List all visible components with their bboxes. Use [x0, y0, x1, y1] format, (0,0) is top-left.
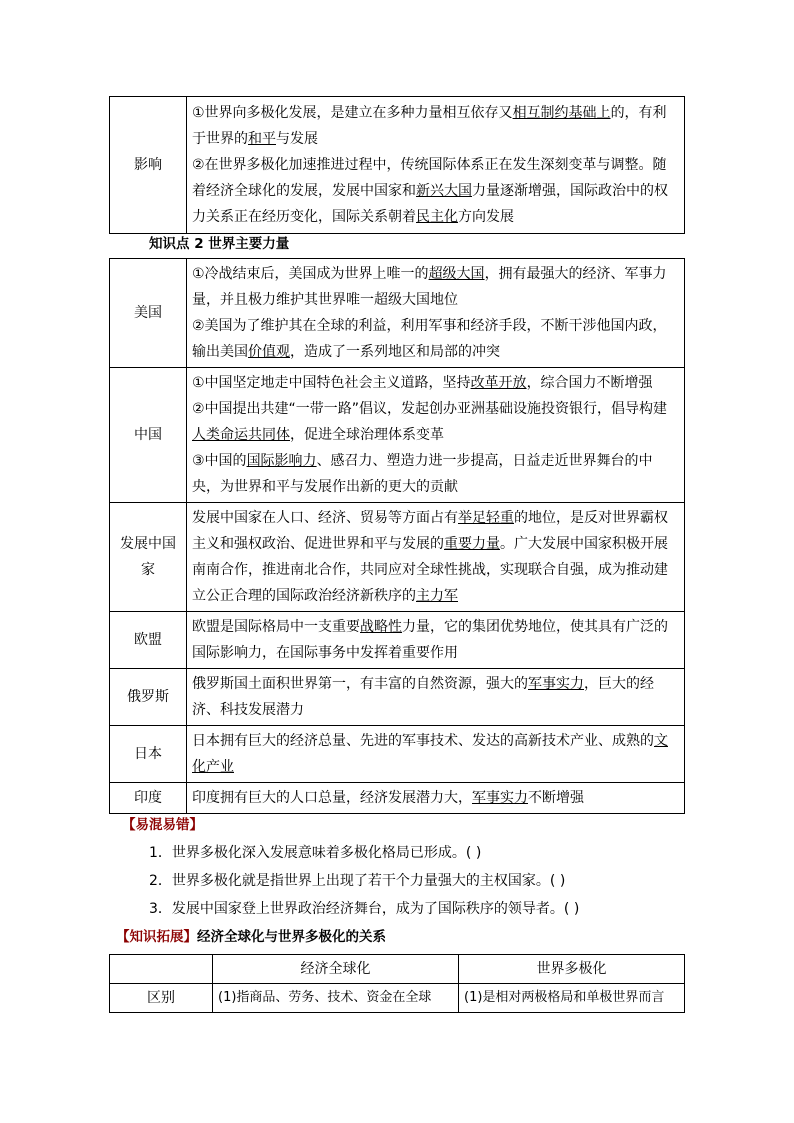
- row-label: 印度: [110, 783, 187, 814]
- table-row: [110, 259, 685, 368]
- key-term: 文化产业: [192, 733, 668, 775]
- row-content: 印度拥有巨大的人口总量，经济发展潜力大，军事实力不断增强: [187, 783, 685, 814]
- table-row: [110, 726, 685, 783]
- row-label: 俄罗斯: [110, 669, 187, 726]
- key-term: 和平: [248, 131, 276, 147]
- key-term: 人类命运共同体: [192, 427, 290, 443]
- key-term: 价值观: [248, 344, 290, 360]
- list-item: 2．世界多极化就是指世界上出现了若干个力量强大的主权国家。( ): [149, 873, 566, 889]
- comparison-table: [109, 954, 685, 1013]
- major-powers-table: [109, 258, 685, 814]
- extension-subtitle: 经济全球化与世界多极化的关系: [197, 929, 386, 945]
- table-row: [110, 783, 685, 814]
- table-row: [110, 612, 685, 669]
- table-row: [110, 955, 685, 984]
- section-heading: 知识点 2 世界主要力量: [149, 236, 290, 252]
- table-cell: (1)指商品、劳务、技术、资金在全球: [213, 984, 459, 1013]
- row-content: 日本拥有巨大的经济总量、先进的军事技术、发达的高新技术产业、成熟的文化产业: [187, 726, 685, 783]
- row-label: 中国: [110, 368, 187, 503]
- table-row: [110, 368, 685, 503]
- influence-table: [109, 96, 685, 234]
- key-term: 改革开放: [470, 375, 527, 391]
- row-content: 发展中国家在人口、经济、贸易等方面占有举足轻重的地位，是反对世界霸权主义和强权政治、促进世界和平与发展的重要力量。广大发展中国家积极开展南南合作，推进南北合作，共同应对全球性挑战，实现联合自强，成为推动建立公正合理的国际政治经济新秩序的主力军: [187, 503, 685, 612]
- list-item: 3．发展中国家登上世界政治经济舞台，成为了国际秩序的领导者。( ): [149, 901, 580, 917]
- list-item: 1．世界多极化深入发展意味着多极化格局已形成。( ): [149, 845, 482, 861]
- row-label: 欧盟: [110, 612, 187, 669]
- table-row: [110, 669, 685, 726]
- key-term: 军事实力: [528, 676, 584, 692]
- key-term: 军事实力: [472, 790, 528, 806]
- key-term: 新兴大国: [416, 183, 472, 199]
- table-cell: (1)是相对两极格局和单极世界而言: [459, 984, 685, 1013]
- key-term: 相互制约基础上: [512, 105, 611, 121]
- row-label: 影响: [110, 97, 187, 234]
- row-content: ①世界向多极化发展，是建立在多种力量相互依存又相互制约基础上的，有利于世界的和平与发展 ②在世界多极化加速推进过程中，传统国际体系正在发生深刻变革与调整。随着经济全球化的发展，发展中国家和新兴大国力量逐渐增强，国际政治中的权力关系正在经历变化，国际关系朝着民主化方向发展: [187, 97, 685, 234]
- key-term: 主力军: [416, 588, 458, 604]
- table-row: [110, 984, 685, 1013]
- key-term: 举足轻重: [458, 510, 514, 526]
- column-header: 经济全球化: [213, 955, 459, 984]
- column-header: 世界多极化: [459, 955, 685, 984]
- key-term: 战略性: [360, 619, 402, 635]
- extension-heading: [116, 928, 386, 946]
- row-content: 俄罗斯国土面积世界第一，有丰富的自然资源，强大的军事实力，巨大的经济、科技发展潜力: [187, 669, 685, 726]
- row-content: ①中国坚定地走中国特色社会主义道路，坚持改革开放，综合国力不断增强 ②中国提出共建“一带一路”倡议，发起创办亚洲基础设施投资银行，倡导构建人类命运共同体，促进全球治理体系变革 ③中国的国际影响力、感召力、塑造力进一步提高，日益走近世界舞台的中央，为世界和平与发展作出新的更大的贡献: [187, 368, 685, 503]
- row-content: ①冷战结束后，美国成为世界上唯一的超级大国，拥有最强大的经济、军事力量，并且极力维护其世界唯一超级大国地位 ②美国为了维护其在全球的利益，利用军事和经济手段，不断干涉他国内政，输出美国价值观，造成了一系列地区和局部的冲突: [187, 259, 685, 368]
- key-term: 重要力量: [444, 536, 500, 552]
- key-term: 国际影响力: [246, 453, 317, 469]
- empty-header-cell: [110, 955, 213, 984]
- row-content: 欧盟是国际格局中一支重要战略性力量，它的集团优势地位，使其具有广泛的国际影响力，在国际事务中发挥着重要作用: [187, 612, 685, 669]
- key-term: 超级大国: [428, 266, 485, 282]
- row-label: 发展中国家: [110, 503, 187, 612]
- extension-tag: 【知识拓展】: [116, 929, 197, 945]
- confusion-heading: 【易混易错】: [122, 817, 203, 833]
- row-label: 日本: [110, 726, 187, 783]
- key-term: 民主化: [416, 209, 458, 225]
- table-row: [110, 97, 685, 234]
- table-row: [110, 503, 685, 612]
- row-label: 美国: [110, 259, 187, 368]
- row-label: 区别: [110, 984, 213, 1013]
